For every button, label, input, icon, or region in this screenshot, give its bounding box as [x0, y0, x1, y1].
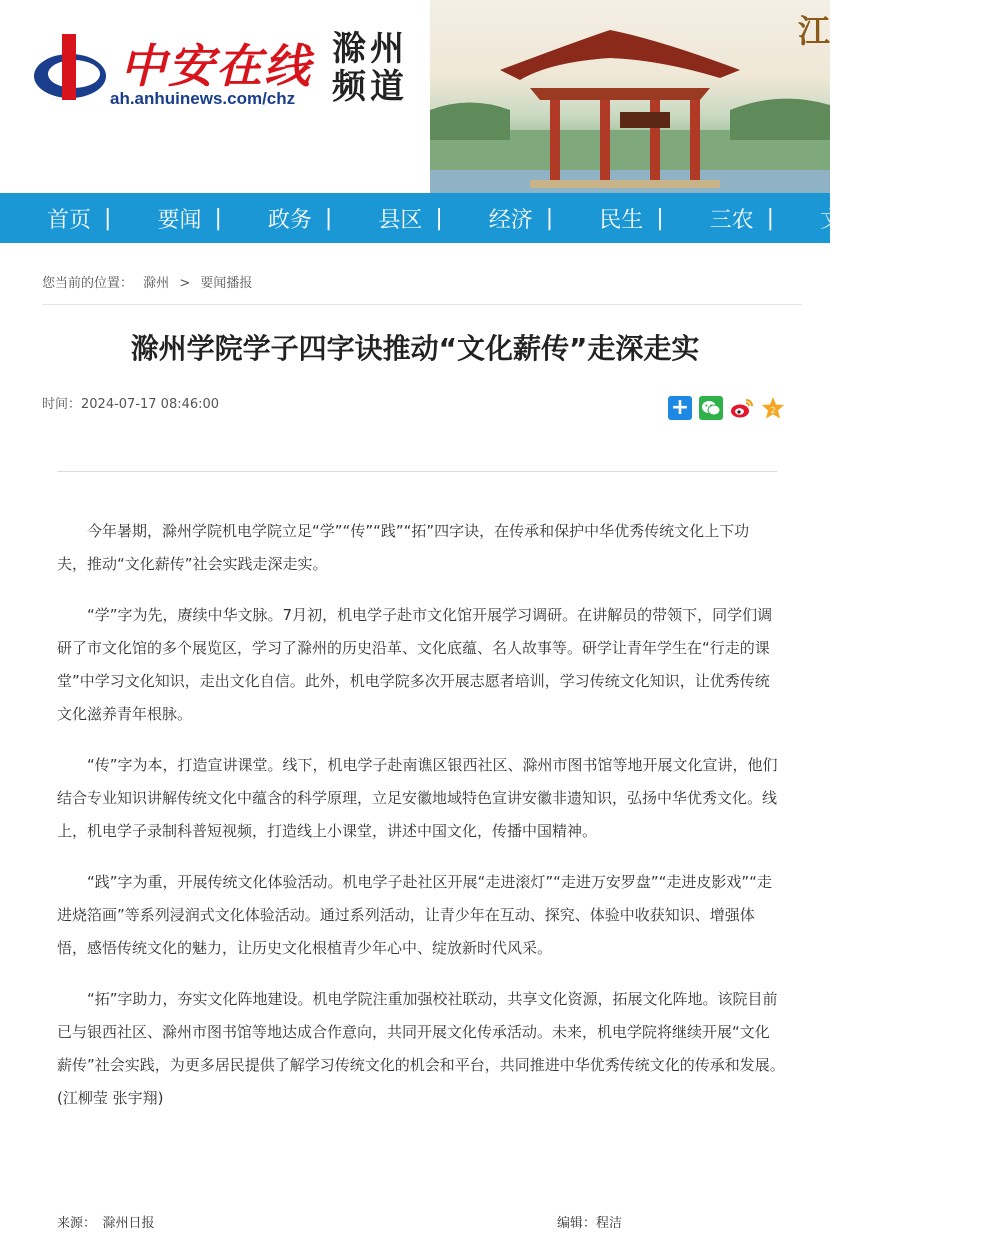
nav-separator: | [324, 205, 333, 231]
svg-text:2: 2 [770, 406, 776, 415]
nav-separator: | [435, 205, 443, 231]
article-paragraph: “学”字为先，赓续中华文脉。7月初，机电学子赴市文化馆开展学习调研。在讲解员的带领下，同学们调研了市文化馆的多个展览区，学习了滁州的历史沿革、文化底蕴、名人故事等。研学让青年学生在“行走的课堂”中学习文化知识，走出文化自信。此外，机电学院多次开展志愿者培训，学习传统文化知识，让优秀传统文化滋养青年根脉。 [57, 606, 773, 723]
logo-title[interactable]: 中安在线 [120, 39, 312, 93]
logo-url[interactable]: ah.anhuinews.com/chz [110, 89, 296, 108]
pavilion-illustration [430, 0, 830, 193]
divider [42, 304, 802, 305]
nav-separator: | [104, 205, 112, 231]
article-source: 来源： 滁州日报 [57, 1216, 155, 1231]
article-paragraph: “传”字为本，打造宣讲课堂。线下，机电学子赴南谯区银西社区、滁州市图书馆等地开展文化宣讲，他们结合专业知识讲解传统文化中蕴含的科学原理，立足安徽地域特色宣讲安徽非遗知识，弘扬中华优秀文化。线上，机电学子录制科普短视频，打造线上小课堂，讲述中国文化，传播中国精神。 [57, 756, 778, 840]
add-icon[interactable]: + [668, 396, 692, 420]
nav-item-home[interactable]: 首页 [47, 207, 92, 233]
weibo-icon[interactable] [730, 396, 754, 420]
breadcrumb-label: 您当前的位置： [42, 276, 134, 291]
article-paragraph: “践”字为重，开展传统文化体验活动。机电学子赴社区开展“走进滚灯”“走进万安罗盘”“走进皮影戏”“走进烧箔画”等系列浸润式文化体验活动。通过系列活动，让青少年在互动、探究、体验中收获知识、增强体悟，感悟传统文化的魅力，让历史文化根植青少年心中、绽放新时代风采。 [57, 873, 772, 957]
channel-name-line1: 滁州 [332, 29, 408, 69]
article-editor: 编辑：程洁 [557, 1216, 623, 1231]
article-time: 时间：2024-07-17 08:46:00 [42, 397, 220, 412]
nav-item-tourism[interactable]: 旅游 [930, 207, 975, 233]
nav-item-economy[interactable]: 经济 [488, 207, 533, 233]
main-nav [0, 193, 975, 243]
nav-separator: | [877, 205, 885, 231]
nav-item-livelihood[interactable]: 民生 [599, 207, 644, 233]
nav-separator: | [656, 205, 664, 231]
site-logo-icon[interactable] [30, 30, 110, 110]
nav-item-politics[interactable]: 政务 [267, 207, 312, 233]
breadcrumb-link-chuzhou[interactable]: 滁州 [143, 276, 170, 291]
divider [57, 471, 777, 472]
article-title: 滁州学院学子四字诀推动“文化薪传”走深走实 [130, 332, 700, 365]
article-paragraph: “拓”字助力，夯实文化阵地建设。机电学院注重加强校社联动，共享文化资源，拓展文化阵地。该院目前已与银西社区、滁州市图书馆等地达成合作意向，共同开展文化传承活动。未来，机电学院将继续开展“文化薪传”社会实践，为更多居民提供了解学习传统文化的机会和平台，共同推进中华优秀传统文化的传承和发展。 (江柳莹 张宇翔) [57, 990, 793, 1107]
channel-name [332, 30, 412, 106]
breadcrumb-link-news[interactable]: 要闻播报 [200, 276, 253, 291]
channel-name-line2: 频道 [332, 67, 408, 107]
nav-separator: | [214, 205, 222, 231]
nav-separator: | [766, 205, 775, 231]
nav-item-agriculture[interactable]: 三农 [709, 207, 754, 233]
breadcrumb [42, 272, 258, 291]
banner-corner-text: 江 [797, 12, 832, 50]
site-header [0, 0, 830, 193]
share-bar [668, 396, 785, 420]
wechat-icon[interactable] [699, 396, 723, 420]
nav-item-counties[interactable]: 县区 [378, 207, 423, 233]
favorite-icon[interactable] [761, 396, 785, 420]
article-paragraph: 今年暑期，滁州学院机电学院立足“学”“传”“践”“拓”四字诀，在传承和保护中华优秀传统文化上下功夫，推动“文化薪传”社会实践走深走实。 [57, 522, 750, 573]
header-banner-image [430, 0, 830, 193]
article-body [57, 515, 793, 1133]
nav-item-culture[interactable]: 文化 [820, 207, 865, 233]
nav-item-news[interactable]: 要闻 [157, 207, 202, 233]
nav-separator: | [545, 205, 554, 231]
breadcrumb-separator: > [179, 276, 191, 291]
